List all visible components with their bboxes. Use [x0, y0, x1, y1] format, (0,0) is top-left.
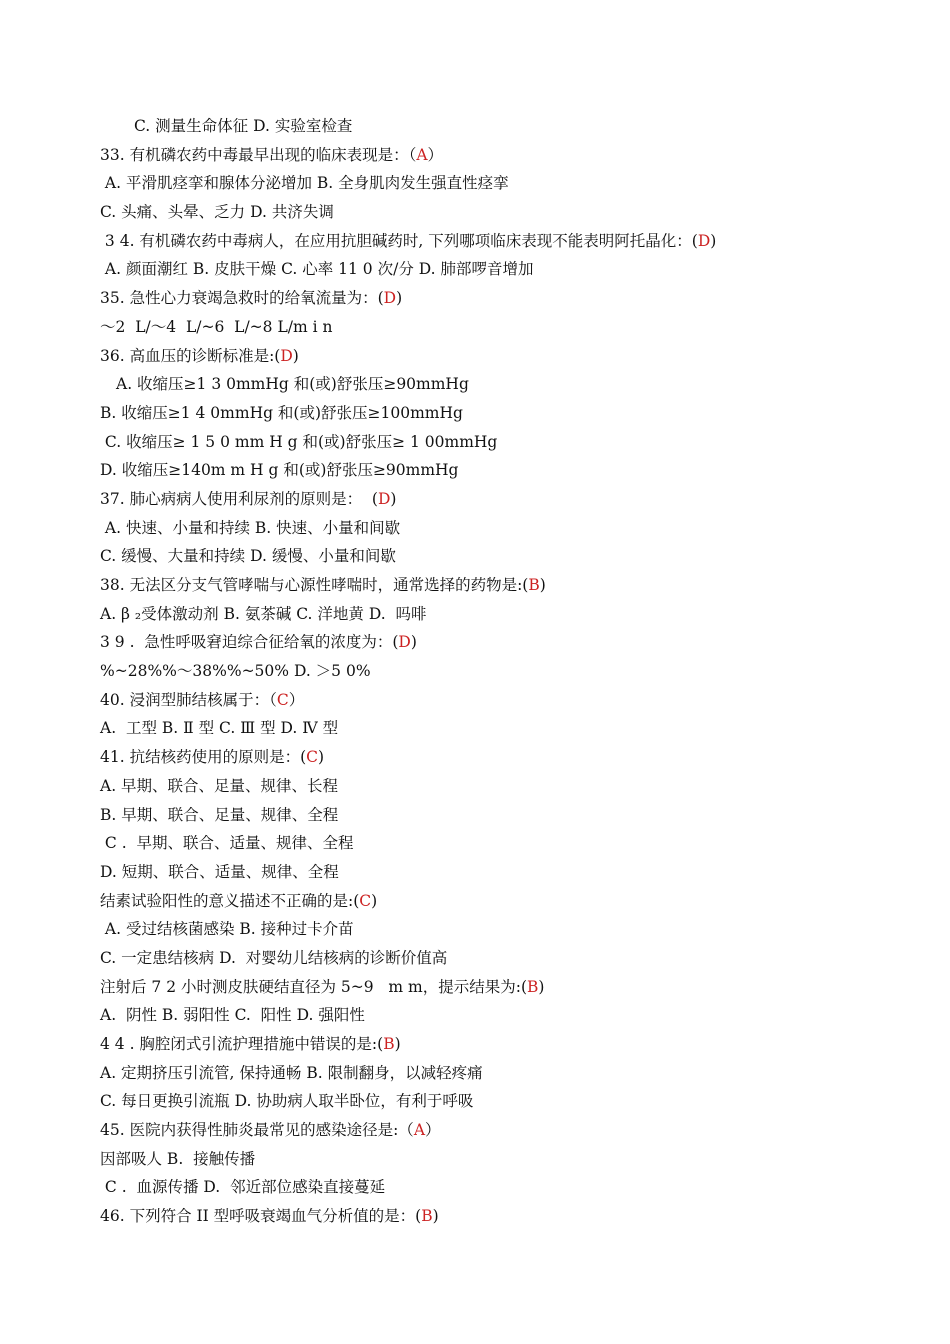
line-text: A. 工型 B. Ⅱ 型 C. Ⅲ 型 D. Ⅳ 型: [100, 719, 339, 738]
text-line: [0, 370, 950, 399]
line-text: 注射后 7 2 小时测皮肤硬结直径为 5~9 m m，提示结果为:(: [100, 977, 528, 996]
document-body: [0, 112, 950, 1231]
answer-letter: D: [398, 633, 411, 652]
line-text: 41. 抗结核药使用的原则是：(: [100, 748, 307, 767]
closing-bracket: ): [292, 346, 299, 365]
text-line: [0, 1202, 950, 1231]
text-line: [0, 342, 950, 371]
line-text: 因部吸人 B. 接触传播: [100, 1149, 256, 1168]
closing-bracket: ): [390, 489, 397, 508]
text-line: [0, 1116, 950, 1145]
text-line: [0, 801, 950, 830]
line-text: %~28%%～38%%~50% D. ＞5 0%: [100, 662, 371, 681]
text-line: [0, 514, 950, 543]
closing-bracket: ）: [425, 1121, 441, 1140]
line-text: D. 收缩压≥140m m H g 和(或)舒张压≥90mmHg: [100, 461, 459, 480]
line-text: B. 收缩压≥1 4 0mmHg 和(或)舒张压≥100mmHg: [100, 403, 463, 422]
closing-bracket: ): [396, 289, 403, 308]
text-line: [0, 772, 950, 801]
text-line: [0, 456, 950, 485]
closing-bracket: ): [710, 231, 717, 250]
text-line: [0, 657, 950, 686]
line-text: 38. 无法区分支气管哮喘与心源性哮喘时，通常选择的药物是:(: [100, 576, 529, 594]
line-text: 3 9 . 急性呼吸窘迫综合征给氧的浓度为：(: [100, 633, 399, 652]
text-line: [0, 284, 950, 313]
answer-letter: A: [416, 145, 428, 164]
text-line: [0, 227, 950, 256]
closing-bracket: ）: [288, 690, 305, 709]
line-text: 4 4 . 胸腔闭式引流护理措施中错误的是:(: [100, 1035, 384, 1053]
line-text: A. 颜面潮红 B. 皮肤干燥 C. 心率 11 0 次/分 D. 肺部啰音增加: [100, 260, 534, 279]
text-line: [0, 628, 950, 657]
answer-letter: B: [527, 977, 539, 996]
text-line: [0, 1059, 950, 1088]
line-text: 33. 有机磷农药中毒最早出现的临床表现是：（: [100, 145, 417, 164]
line-text: 结素试验阳性的意义描述不正确的是:(: [100, 891, 360, 910]
answer-letter: A: [413, 1121, 426, 1140]
text-line: [0, 915, 950, 944]
answer-letter: D: [377, 489, 391, 508]
line-text: ～2 L/～4 L/~6 L/~8 L/m i n: [100, 317, 333, 336]
line-text: 3 4. 有机磷农药中毒病人，在应用抗胆碱药时, 下列哪项临床表现不能表明阿托晶化：(: [100, 231, 698, 250]
line-text: C. 头痛、头晕、乏力 D. 共济失调: [100, 203, 334, 222]
line-text: 45. 医院内获得性肺炎最常见的感染途径是:（: [100, 1121, 414, 1140]
line-text: 36. 高血压的诊断标准是:(: [100, 346, 281, 365]
answer-letter: C: [306, 748, 319, 767]
line-text: A. β ₂受体激动剂 B. 氨茶碱 C. 洋地黄 D. 吗啡: [100, 604, 427, 623]
text-line: [0, 485, 950, 514]
text-line: [0, 829, 950, 858]
line-text: A. 定期挤压引流管, 保持通畅 B. 限制翻身，以减轻疼痛: [100, 1063, 483, 1082]
line-text: A. 早期、联合、足量、规律、长程: [100, 776, 339, 795]
line-text: A. 收缩压≥1 3 0mmHg 和(或)舒张压≥90mmHg: [116, 375, 469, 394]
line-text: A. 受过结核菌感染 B. 接种过卡介苗: [100, 920, 354, 939]
answer-letter: D: [383, 289, 397, 308]
line-text: C. 一定患结核病 D. 对婴幼儿结核病的诊断价值高: [100, 948, 448, 967]
text-line: [0, 571, 950, 600]
line-text: A. 平滑肌痉挛和腺体分泌增加 B. 全身肌肉发生强直性痉挛: [100, 174, 509, 193]
text-line: [0, 1030, 950, 1059]
closing-bracket: ): [318, 748, 325, 767]
line-text: A. 快速、小量和持续 B. 快速、小量和间歇: [100, 518, 401, 537]
closing-bracket: ): [410, 633, 417, 652]
line-text: C. 每日更换引流瓶 D. 协助病人取半卧位，有利于呼吸: [100, 1092, 474, 1111]
line-text: D. 短期、联合、适量、规律、全程: [100, 862, 339, 881]
line-text: C. 缓慢、大量和持续 D. 缓慢、小量和间歇: [100, 547, 396, 566]
line-text: C. 测量生命体征 D. 实验室检查: [134, 117, 353, 135]
answer-letter: B: [421, 1207, 433, 1226]
text-line: [0, 743, 950, 772]
text-line: [0, 973, 950, 1002]
line-text: 46. 下列符合 II 型呼吸衰竭血气分析值的是：(: [100, 1207, 422, 1226]
line-text: A. 阴性 B. 弱阳性 C. 阳性 D. 强阳性: [100, 1006, 365, 1025]
text-line: [0, 600, 950, 629]
line-text: C . 早期、联合、适量、规律、全程: [100, 834, 354, 853]
answer-letter: D: [280, 346, 293, 365]
line-text: 37. 肺心病病人使用利尿剂的原则是： (: [100, 489, 378, 508]
text-line: [0, 858, 950, 887]
text-line: [0, 313, 950, 342]
text-line: [0, 428, 950, 457]
text-line: [0, 1001, 950, 1030]
text-line: [0, 255, 950, 284]
closing-bracket: ): [432, 1207, 439, 1226]
line-text: C. 收缩压≥ 1 5 0 mm H g 和(或)舒张压≥ 1 00mmHg: [100, 432, 498, 451]
text-line: [0, 1173, 950, 1202]
text-line: [0, 887, 950, 916]
line-text: C . 血源传播 D. 邻近部位感染直接蔓延: [100, 1178, 386, 1197]
text-line: [0, 542, 950, 571]
answer-letter: C: [276, 690, 289, 709]
text-line: [0, 686, 950, 715]
line-text: 40. 浸润型肺结核属于：（: [100, 690, 277, 709]
text-line: [0, 141, 950, 170]
closing-bracket: ): [538, 977, 545, 996]
line-text: B. 早期、联合、足量、规律、全程: [100, 805, 339, 824]
text-line: [0, 944, 950, 973]
text-line: [0, 714, 950, 743]
closing-bracket: ): [539, 576, 546, 594]
text-line: [0, 1145, 950, 1174]
answer-letter: B: [528, 576, 540, 594]
answer-letter: C: [359, 891, 372, 910]
text-line: [0, 399, 950, 428]
text-line: [0, 112, 950, 141]
text-line: [0, 169, 950, 198]
answer-letter: B: [383, 1035, 395, 1053]
closing-bracket: ): [371, 891, 378, 910]
answer-letter: D: [697, 231, 711, 250]
closing-bracket: ）: [427, 145, 444, 164]
text-line: [0, 1087, 950, 1116]
line-text: 35. 急性心力衰竭急救时的给氧流量为：(: [100, 289, 384, 308]
closing-bracket: ): [394, 1035, 401, 1053]
text-line: [0, 198, 950, 227]
